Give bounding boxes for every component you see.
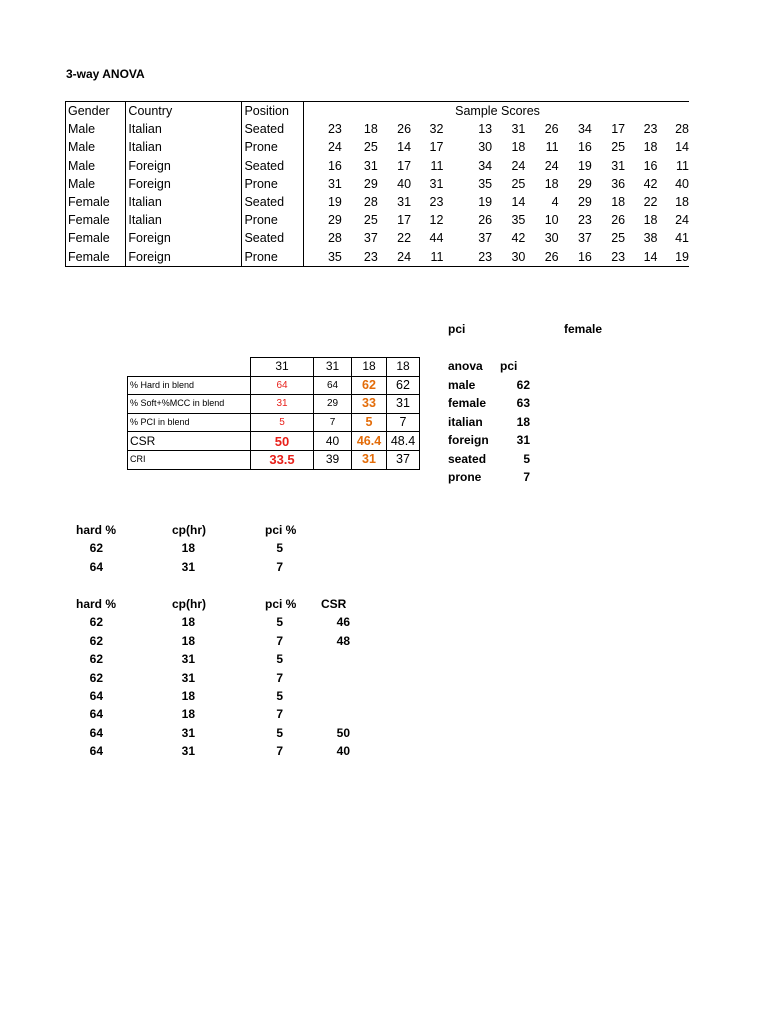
small-table-2-cell: 7	[276, 707, 283, 722]
cell-score: 40	[397, 176, 412, 191]
cell-score: 4	[551, 195, 559, 210]
blend-header-row	[128, 358, 420, 377]
cell-score: 31	[363, 158, 378, 173]
blend-cell: 48.4	[387, 432, 420, 451]
cell-score: 26	[544, 122, 559, 137]
table-row	[66, 248, 690, 267]
blend-cell: 37	[387, 450, 420, 469]
cell-position: Seated	[242, 120, 304, 138]
table-row	[66, 229, 690, 247]
small-table-1-cell: 31	[181, 559, 195, 574]
cell-country: Foreign	[126, 157, 242, 175]
cell-score: 28	[363, 195, 378, 210]
blend-cell: 7	[314, 413, 352, 432]
blend-cell: 31	[251, 395, 314, 414]
blend-cell: 64	[314, 376, 352, 395]
small-table-2-cell: 7	[276, 670, 283, 685]
cell-score: 40	[675, 176, 689, 191]
anova-row-value: 63	[516, 396, 530, 410]
cell-score: 23	[592, 248, 625, 267]
anova-row-label: italian	[448, 414, 483, 429]
table-row	[66, 138, 690, 156]
cell-score: 24	[378, 248, 411, 267]
cell-score: 24	[544, 158, 559, 173]
cell-score: 24	[675, 213, 689, 228]
small-table-1-cell: 7	[276, 559, 283, 574]
small-table-2-cell: 7	[276, 744, 283, 759]
cell-score: 23	[429, 195, 444, 210]
table-row	[66, 157, 690, 175]
cell-score: 17	[397, 213, 412, 228]
blend-row	[128, 432, 420, 451]
cell-score: 41	[675, 231, 689, 246]
blend-cell: 64	[251, 376, 314, 395]
blend-cell: 5	[352, 413, 387, 432]
cell-score: 16	[327, 158, 342, 173]
cell-score: 23	[577, 213, 592, 228]
small-table-2-cell: 5	[276, 652, 283, 667]
cell-country: Foreign	[126, 229, 242, 247]
blend-cell: 33.5	[251, 450, 314, 469]
cell-score: 12	[429, 213, 444, 228]
cell-score: 11	[676, 158, 689, 173]
small-table-2-header: hard %	[76, 597, 117, 611]
cell-score: 10	[544, 213, 559, 228]
small-table-1-cell: 62	[89, 541, 103, 556]
blend-row	[128, 413, 420, 432]
cell-score: 24	[511, 158, 526, 173]
cell-gender: Male	[66, 138, 126, 156]
small-table-2-header: cp(hr)	[172, 597, 206, 611]
small-table-2-cell: 64	[89, 707, 103, 722]
small-table-2-cell: 5	[276, 689, 283, 703]
cell-country: Foreign	[126, 175, 242, 193]
cell-score: 17	[429, 140, 444, 155]
cell-score: 16	[643, 158, 658, 173]
blend-cell: 31	[387, 395, 420, 414]
table-row	[66, 175, 690, 193]
small-table-2-cell: 48	[336, 633, 350, 648]
small-table-1-header: pci %	[265, 523, 297, 537]
small-table-2-cell: 46	[336, 615, 350, 630]
cell-score: 23	[643, 122, 658, 137]
cell-score: 24	[327, 140, 342, 155]
cell-score: 17	[611, 122, 626, 137]
cell-score: 36	[611, 176, 626, 191]
header-country: Country	[126, 102, 242, 121]
cell-score: 30	[478, 140, 493, 155]
small-table-2-cell: 64	[89, 744, 103, 759]
cell-score: 28	[327, 231, 342, 246]
cell-score: 18	[544, 176, 559, 191]
header-gender: Gender	[66, 102, 126, 121]
blend-row	[128, 450, 420, 469]
cell-score: 18	[643, 140, 658, 155]
anova-row-label: foreign	[448, 433, 489, 447]
blend-cell: 40	[314, 432, 352, 451]
cell-score: 16	[577, 140, 592, 155]
cell-score: 18	[611, 195, 626, 210]
header-position: Position	[242, 102, 304, 121]
cell-score: 35	[304, 248, 342, 267]
cell-country: Italian	[126, 138, 242, 156]
small-table-2-cell: 31	[181, 670, 195, 685]
blend-row-label: % Hard in blend	[128, 376, 251, 395]
cell-position: Seated	[242, 229, 304, 247]
blend-cell: 5	[251, 413, 314, 432]
cell-position: Prone	[242, 211, 304, 229]
cell-score: 35	[511, 213, 526, 228]
cell-score: 29	[327, 213, 342, 228]
cell-score: 26	[611, 213, 626, 228]
cell-score: 31	[611, 158, 626, 173]
cell-score: 31	[327, 176, 342, 191]
cell-score: 25	[511, 176, 526, 191]
anova-row-label: prone	[448, 470, 482, 484]
cell-score: 25	[363, 140, 378, 155]
small-table-1-header: hard %	[76, 523, 117, 537]
cell-score: 29	[577, 195, 592, 210]
cell-gender: Female	[66, 248, 126, 267]
blend-cell: 7	[387, 413, 420, 432]
small-table-2-cell: 62	[89, 633, 103, 648]
blend-cell: 33	[352, 395, 387, 414]
cell-score: 19	[577, 158, 592, 173]
small-table-1-cell: 5	[276, 541, 283, 556]
anova-row-label: seated	[448, 451, 487, 466]
cell-score: 37	[363, 231, 378, 246]
cell-position: Prone	[242, 138, 304, 156]
small-table-2-cell: 5	[276, 615, 283, 630]
cell-score: 25	[611, 231, 626, 246]
cell-score: 37	[478, 231, 493, 246]
small-table-2-cell: 5	[276, 725, 283, 740]
cell-score: 30	[544, 231, 559, 246]
cell-gender: Male	[66, 157, 126, 175]
anova-header-pci: pci	[500, 359, 518, 373]
cell-position: Seated	[242, 157, 304, 175]
cell-score: 23	[327, 122, 342, 137]
blend-cell: 31	[352, 450, 387, 469]
cell-score: 22	[643, 195, 658, 210]
anova-row-value: 18	[516, 414, 530, 429]
cell-score: 19	[478, 195, 493, 210]
cell-score: 31	[397, 195, 412, 210]
small-table-2-cell: 31	[181, 725, 195, 740]
cell-score: 14	[625, 248, 657, 267]
cell-score: 19	[327, 195, 342, 210]
small-table-2-cell: 62	[89, 670, 103, 685]
blend-row	[128, 395, 420, 414]
anova-row-label: male	[448, 377, 476, 392]
small-table-2-cell: 18	[181, 707, 195, 722]
cell-score: 42	[643, 176, 658, 191]
blend-row-label: CRI	[128, 450, 251, 469]
cell-score: 18	[643, 213, 658, 228]
cell-score: 14	[511, 195, 526, 210]
blend-cell: 62	[387, 376, 420, 395]
small-table-2-cell: 62	[89, 652, 103, 667]
cell-score: 18	[675, 195, 689, 210]
cell-score: 26	[478, 213, 493, 228]
cell-score: 38	[643, 231, 658, 246]
small-table-2-cell: 50	[336, 725, 350, 740]
cell-score: 11	[545, 140, 559, 155]
small-table-2-header: CSR	[321, 597, 347, 611]
cell-score: 28	[675, 122, 689, 137]
table-row	[66, 211, 690, 229]
cell-score: 34	[577, 122, 592, 137]
small-table-2-cell: 40	[336, 744, 350, 759]
cell-score: 42	[511, 231, 526, 246]
table-row	[66, 193, 690, 211]
cell-score: 31	[429, 176, 444, 191]
cell-gender: Male	[66, 120, 126, 138]
cell-score: 19	[657, 248, 689, 267]
cell-score: 22	[397, 231, 412, 246]
cell-position: Prone	[242, 248, 304, 267]
cell-score: 14	[397, 140, 412, 155]
anova-header-label: anova	[448, 359, 483, 373]
blend-row-label: % Soft+%MCC in blend	[128, 395, 251, 414]
cell-country: Italian	[126, 211, 242, 229]
small-table-2-header: pci %	[265, 597, 297, 611]
cell-score: 11	[411, 248, 443, 267]
cell-score: 13	[478, 122, 493, 137]
sheet-title: 3-way ANOVA	[66, 67, 145, 81]
cell-country: Italian	[126, 193, 242, 211]
small-table-2-cell: 18	[181, 689, 195, 703]
small-table-2-cell: 31	[181, 652, 195, 667]
cell-score: 35	[478, 176, 493, 191]
blend-cell: 62	[352, 376, 387, 395]
blend-table	[127, 357, 420, 470]
pci-label: pci	[448, 322, 466, 336]
small-table-2-cell: 64	[89, 689, 103, 703]
anova-row-value: 31	[516, 433, 530, 447]
blend-row-label: CSR	[128, 432, 251, 451]
cell-score: 14	[675, 140, 689, 155]
small-table-1-header: cp(hr)	[172, 523, 206, 537]
small-table-2-cell: 62	[89, 615, 103, 630]
header-sample-scores: Sample Scores	[304, 102, 689, 121]
anova-row-value: 7	[523, 470, 530, 484]
anova-row-value: 5	[523, 451, 530, 466]
cell-score: 31	[511, 122, 526, 137]
anova-row-label: female	[448, 396, 487, 410]
cell-score: 23	[443, 248, 492, 267]
small-table-2-cell: 18	[181, 633, 195, 648]
cell-score: 26	[397, 122, 412, 137]
cell-score: 44	[429, 231, 444, 246]
cell-gender: Female	[66, 211, 126, 229]
cell-score: 25	[363, 213, 378, 228]
cell-score: 18	[511, 140, 526, 155]
cell-country: Foreign	[126, 248, 242, 267]
cell-score: 32	[429, 122, 444, 137]
table-header-row	[66, 102, 690, 121]
small-table-2-cell: 64	[89, 725, 103, 740]
cell-score: 26	[525, 248, 558, 267]
blend-header-cell: 31	[251, 358, 314, 377]
blend-row	[128, 376, 420, 395]
cell-country: Italian	[126, 120, 242, 138]
blend-cell: 46.4	[352, 432, 387, 451]
cell-score: 30	[492, 248, 525, 267]
cell-score: 17	[397, 158, 412, 173]
cell-score: 11	[430, 158, 444, 173]
cell-gender: Female	[66, 229, 126, 247]
cell-gender: Male	[66, 175, 126, 193]
cell-score: 25	[611, 140, 626, 155]
cell-score: 29	[577, 176, 592, 191]
small-table-2-cell: 7	[276, 633, 283, 648]
blend-cell: 50	[251, 432, 314, 451]
cell-score: 37	[577, 231, 592, 246]
small-table-2-cell: 31	[181, 744, 195, 759]
cell-score: 23	[342, 248, 378, 267]
cell-gender: Female	[66, 193, 126, 211]
small-table-1-cell: 18	[181, 541, 195, 556]
cell-score: 16	[559, 248, 592, 267]
blend-header-cell: 18	[352, 358, 387, 377]
cell-score: 29	[363, 176, 378, 191]
blend-header-cell: 18	[387, 358, 420, 377]
blend-header-cell: 31	[314, 358, 352, 377]
cell-score: 18	[363, 122, 378, 137]
blend-corner-cell	[128, 358, 251, 377]
small-table-2-cell: 18	[181, 615, 195, 630]
blend-cell: 39	[314, 450, 352, 469]
cell-position: Seated	[242, 193, 304, 211]
anova-data-table	[65, 101, 689, 267]
anova-row-value: 62	[516, 377, 530, 392]
small-table-1-cell: 64	[89, 559, 103, 574]
table-row	[66, 120, 690, 138]
blend-cell: 29	[314, 395, 352, 414]
blend-row-label: % PCI in blend	[128, 413, 251, 432]
cell-position: Prone	[242, 175, 304, 193]
female-label: female	[564, 322, 603, 336]
cell-score: 34	[478, 158, 493, 173]
